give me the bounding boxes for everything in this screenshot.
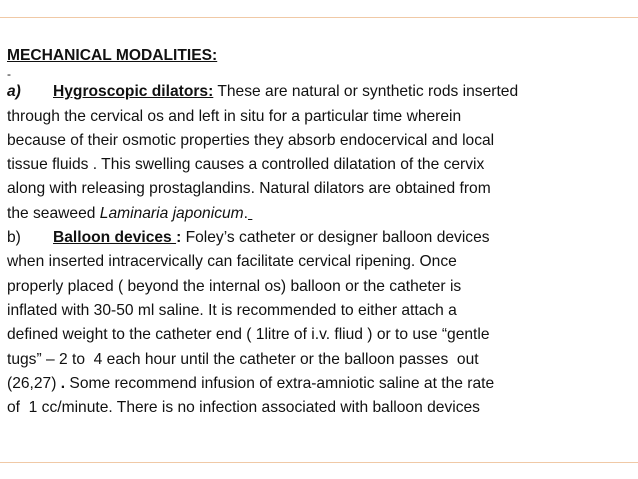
item-b-line: defined weight to the catheter end ( 1litre of i.v. fliud ) or to use “gentle — [7, 326, 490, 344]
item-a-line: tissue fluids . This swelling causes a controlled dilatation of the cervix — [7, 156, 485, 174]
item-b-line: when inserted intracervically can facilitate cervical ripening. Once — [7, 253, 457, 271]
item-a-label: a) — [7, 83, 21, 101]
item-b-line: properly placed ( beyond the internal os) balloon or the catheter is — [7, 277, 462, 295]
item-a-line: because of their osmotic properties they absorb endocervical and local — [7, 131, 495, 149]
item-b-title: Balloon devices — [53, 229, 177, 247]
item-a-first-line — [7, 80, 633, 104]
reference-period: . — [60, 374, 66, 392]
slide-bottom-border — [0, 462, 638, 479]
item-a-line: along with releasing prostaglandins. Natural dilators are obtained from — [7, 180, 491, 198]
item-a-period: . — [243, 204, 248, 222]
reference-citation: (26,27) — [7, 374, 61, 392]
item-a-text: the seaweed — [7, 204, 100, 222]
item-b-line: inflated with 30-50 ml saline. It is recommended to either attach a — [7, 301, 457, 319]
item-a-title: Hygroscopic dilators: — [53, 83, 214, 101]
item-a-text: These are natural or synthetic rods inserted — [213, 83, 519, 101]
item-b-text: Some recommend infusion of extra-amniotic saline at the rate — [65, 374, 495, 392]
item-b-reference-line — [7, 372, 633, 396]
item-b-first-line — [7, 226, 633, 250]
item-b-final-line: of 1 cc/minute. There is no infection associated with balloon devices — [7, 399, 480, 417]
item-b-label: b) — [7, 229, 21, 247]
item-b-line: tugs” – 2 to 4 each hour until the catheter or the balloon passes out — [7, 350, 479, 368]
item-a-line: through the cervical os and left in situ for a particular time wherein — [7, 107, 462, 125]
item-a-last-line — [7, 202, 633, 226]
paragraph-marker: - — [7, 67, 11, 82]
section-heading: MECHANICAL MODALITIES: — [7, 47, 218, 64]
slide-body — [7, 44, 633, 420]
trailing-underline-mark — [248, 205, 252, 222]
slide-top-border — [0, 0, 638, 18]
species-name: Laminaria japonicum — [99, 204, 244, 222]
item-b-text: Foley’s catheter or designer balloon devices — [181, 229, 490, 247]
item-b-colon: : — [176, 229, 182, 247]
